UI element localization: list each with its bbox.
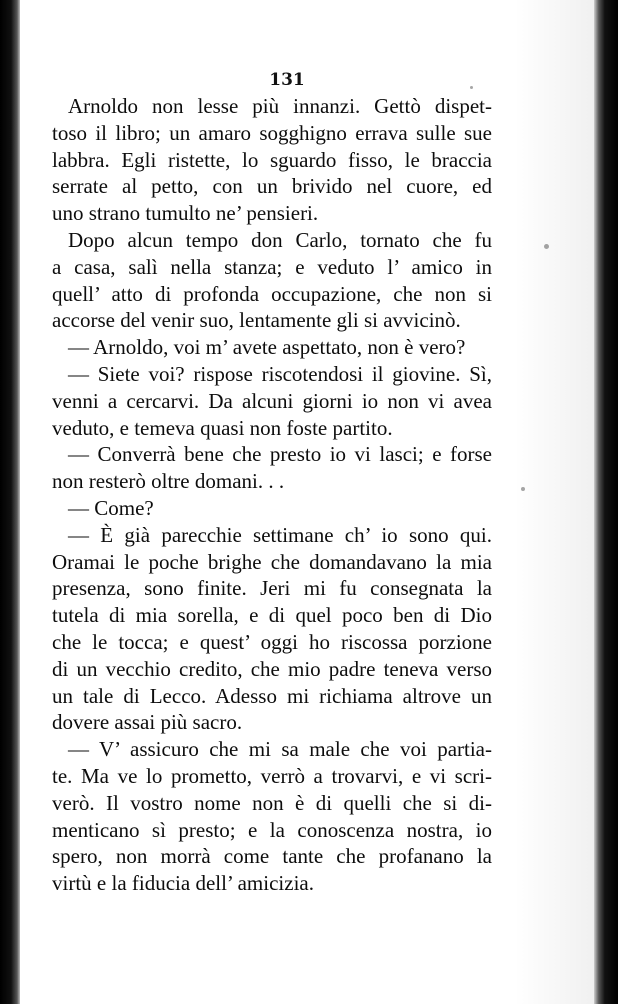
text-line: a casa, salì nella stanza; e veduto l’ amico in	[52, 254, 492, 279]
text-line: uno strano tumulto ne’ pensieri.	[52, 201, 319, 226]
text-line: un tale di Lecco. Adesso mi richiama altrove un	[52, 683, 492, 708]
paragraph	[52, 334, 492, 361]
text-line: — È già parecchie settimane ch’ io sono qui.	[68, 522, 492, 547]
text-line: quell’ atto di profonda occupazione, che non si	[52, 281, 492, 306]
paragraph	[52, 361, 492, 441]
text-line: — Siete voi? rispose riscotendosi il giovine. Sì,	[68, 361, 492, 386]
scan-speck	[544, 244, 549, 249]
text-line: veduto, e temeva quasi non foste partito.	[52, 415, 393, 440]
text-line: Dopo alcun tempo don Carlo, tornato che fu	[68, 227, 492, 252]
text-line: — Converrà bene che presto io vi lasci; e forse	[68, 442, 492, 467]
paragraph	[52, 495, 492, 522]
text-line: — V’ assicuro che mi sa male che voi partia-	[68, 737, 492, 762]
text-line: labbra. Egli ristette, lo sguardo fisso, le braccia	[52, 147, 492, 172]
text-line: di un vecchio credito, che mio padre teneva verso	[52, 656, 492, 681]
text-line: te. Ma ve lo prometto, verrò a trovarvi, e vi scri-	[52, 763, 492, 788]
text-line: — Come?	[68, 495, 154, 520]
text-line: che le tocca; e quest’ oggi ho riscossa porzione	[52, 629, 492, 654]
text-line: presenza, sono finite. Jeri mi fu consegnata la	[52, 576, 492, 601]
text-line: Oramai le poche brighe che domandavano la mia	[52, 549, 492, 574]
page-number: 131	[269, 70, 305, 90]
paragraph	[52, 93, 492, 227]
paragraph	[52, 441, 492, 495]
text-line: menticano sì presto; e la conoscenza nostra, io	[52, 817, 492, 842]
text-line: dovere assai più sacro.	[52, 710, 243, 735]
text-line: spero, non morrà come tante che profanano la	[52, 844, 492, 869]
paragraph	[52, 522, 492, 736]
paragraph	[52, 227, 492, 334]
text-line: serrate al petto, con un brivido nel cuore, ed	[52, 174, 492, 199]
text-line: venni a cercarvi. Da alcuni giorni io non vi avea	[52, 388, 492, 413]
page-edge-shading	[514, 0, 594, 1004]
right-page-edge-shadow	[594, 0, 618, 1004]
paragraph	[52, 736, 492, 897]
text-line: virtù e la fiducia dell’ amicizia.	[52, 871, 314, 896]
text-line: accorse del venir suo, lentamente gli si avvicinò.	[52, 308, 461, 333]
text-line: — Arnoldo, voi m’ avete aspettato, non è vero?	[68, 335, 466, 360]
page-body-text	[52, 93, 492, 897]
scan-speck	[521, 487, 525, 491]
text-line: tutela di mia sorella, e di quel poco ben di Dio	[52, 603, 492, 628]
text-line: Arnoldo non lesse più innanzi. Gettò dispet-	[68, 94, 492, 118]
text-line: verò. Il vostro nome non è di quelli che si di-	[52, 790, 492, 815]
text-line: toso il libro; un amaro sogghigno errava sulle sue	[52, 120, 492, 145]
text-line: non resterò oltre domani. . .	[52, 469, 285, 494]
left-binding-shadow	[0, 0, 20, 1004]
